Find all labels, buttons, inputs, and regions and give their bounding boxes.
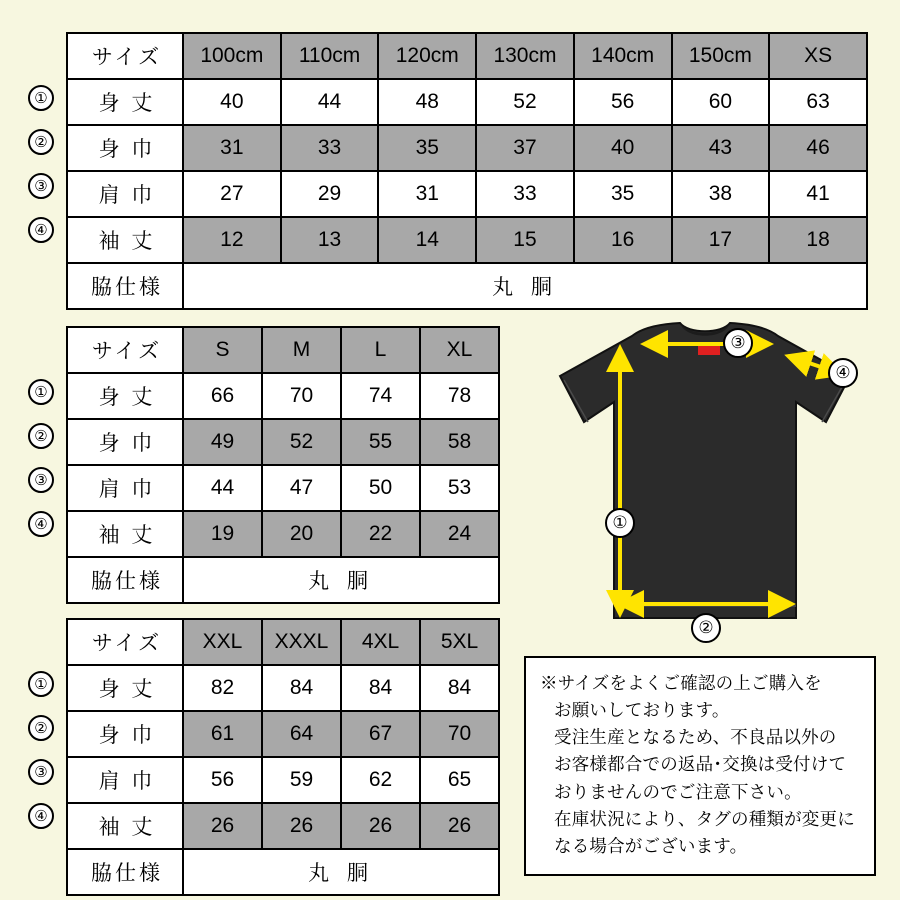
row-marker-slot	[28, 502, 54, 546]
row-label: 身 巾	[67, 711, 183, 757]
header-cell: 100cm	[183, 33, 281, 79]
table-cell: 27	[183, 171, 281, 217]
table-cell: 84	[341, 665, 420, 711]
table-cell: 56	[574, 79, 672, 125]
table-cell: 12	[183, 217, 281, 263]
header-cell: 130cm	[476, 33, 574, 79]
row-marker-slot	[28, 458, 54, 502]
row-marker-slot	[28, 750, 54, 794]
note-line: なる場合がございます。	[554, 835, 748, 856]
header-cell: サイズ	[67, 619, 183, 665]
table-cell: 52	[262, 419, 341, 465]
header-cell: XXL	[183, 619, 262, 665]
table-cell: 40	[574, 125, 672, 171]
table-row	[67, 757, 499, 803]
size-table-adult	[66, 326, 500, 604]
tshirt-body-shape	[560, 323, 850, 618]
header-cell: XS	[769, 33, 867, 79]
table-footer-row	[67, 849, 499, 895]
circle-number-4: ④	[28, 511, 54, 537]
row-label: 肩 巾	[67, 465, 183, 511]
note-line: 在庫状況により、タグの種類が変更に	[554, 808, 855, 829]
table-cell: 53	[420, 465, 499, 511]
row-marker-slot	[28, 208, 54, 252]
circle-number-4: ④	[28, 803, 54, 829]
table-cell: 26	[341, 803, 420, 849]
table-row	[67, 79, 867, 125]
footer-label: 脇仕様	[67, 849, 183, 895]
row-label: 肩 巾	[67, 171, 183, 217]
table-row	[67, 419, 499, 465]
row-label: 身 丈	[67, 373, 183, 419]
table-cell: 20	[262, 511, 341, 557]
table-cell: 37	[476, 125, 574, 171]
circle-number-1: ①	[28, 379, 54, 405]
table-cell: 44	[281, 79, 379, 125]
size-table-big	[66, 618, 500, 896]
header-cell: XXXL	[262, 619, 341, 665]
header-cell: サイズ	[67, 327, 183, 373]
footer-value: 丸 胴	[183, 557, 499, 603]
table-cell: 19	[183, 511, 262, 557]
badge-shoulder-width: ③	[723, 328, 753, 358]
table-cell: 49	[183, 419, 262, 465]
header-cell: 4XL	[341, 619, 420, 665]
table-header-row	[67, 33, 867, 79]
table-cell: 64	[262, 711, 341, 757]
header-cell: サイズ	[67, 33, 183, 79]
header-cell: L	[341, 327, 420, 373]
table-cell: 24	[420, 511, 499, 557]
table-header-row	[67, 619, 499, 665]
row-label: 肩 巾	[67, 757, 183, 803]
header-cell: 150cm	[672, 33, 770, 79]
table-cell: 35	[574, 171, 672, 217]
table-cell: 74	[341, 373, 420, 419]
header-cell: 110cm	[281, 33, 379, 79]
circle-number-1: ①	[28, 671, 54, 697]
table-footer-row	[67, 263, 867, 309]
table-cell: 50	[341, 465, 420, 511]
row-marker-slot	[28, 794, 54, 838]
row-marker-slot	[28, 164, 54, 208]
table-row	[67, 217, 867, 263]
table-cell: 33	[476, 171, 574, 217]
table-cell: 14	[378, 217, 476, 263]
table-cell: 84	[262, 665, 341, 711]
table-cell: 70	[262, 373, 341, 419]
tshirt-diagram	[520, 318, 890, 648]
table-cell: 44	[183, 465, 262, 511]
table-row	[67, 803, 499, 849]
table-row	[67, 711, 499, 757]
footer-label: 脇仕様	[67, 263, 183, 309]
table-cell: 16	[574, 217, 672, 263]
row-label: 袖 丈	[67, 217, 183, 263]
table-row	[67, 665, 499, 711]
table-cell: 38	[672, 171, 770, 217]
table-cell: 13	[281, 217, 379, 263]
row-marker-spacer	[28, 326, 54, 370]
badge-body-width: ②	[691, 613, 721, 643]
row-markers-kids	[28, 32, 54, 252]
row-markers-big	[28, 618, 54, 838]
header-cell: 140cm	[574, 33, 672, 79]
circle-number-4: ④	[28, 217, 54, 243]
row-label: 袖 丈	[67, 803, 183, 849]
table-row	[67, 171, 867, 217]
header-cell: 120cm	[378, 33, 476, 79]
table-cell: 84	[420, 665, 499, 711]
header-cell: S	[183, 327, 262, 373]
table-cell: 26	[420, 803, 499, 849]
row-marker-slot	[28, 120, 54, 164]
footer-value: 丸 胴	[183, 849, 499, 895]
table-cell: 40	[183, 79, 281, 125]
table-cell: 78	[420, 373, 499, 419]
table-header-row	[67, 327, 499, 373]
circle-number-2: ②	[28, 129, 54, 155]
table-cell: 70	[420, 711, 499, 757]
row-markers-adult	[28, 326, 54, 546]
table-cell: 35	[378, 125, 476, 171]
table-cell: 63	[769, 79, 867, 125]
table-cell: 22	[341, 511, 420, 557]
table-cell: 43	[672, 125, 770, 171]
table-cell: 46	[769, 125, 867, 171]
row-marker-spacer	[28, 32, 54, 76]
circle-number-2: ②	[28, 715, 54, 741]
table-cell: 67	[341, 711, 420, 757]
table-cell: 29	[281, 171, 379, 217]
table-cell: 26	[262, 803, 341, 849]
footer-value: 丸 胴	[183, 263, 867, 309]
header-cell: XL	[420, 327, 499, 373]
row-marker-slot	[28, 706, 54, 750]
circle-number-3: ③	[28, 467, 54, 493]
table-row	[67, 125, 867, 171]
footer-label: 脇仕様	[67, 557, 183, 603]
table-cell: 59	[262, 757, 341, 803]
circle-number-2: ②	[28, 423, 54, 449]
header-cell: 5XL	[420, 619, 499, 665]
table-cell: 41	[769, 171, 867, 217]
table-row	[67, 511, 499, 557]
table-cell: 26	[183, 803, 262, 849]
row-marker-slot	[28, 370, 54, 414]
row-marker-spacer	[28, 618, 54, 662]
row-label: 身 巾	[67, 419, 183, 465]
table-cell: 17	[672, 217, 770, 263]
table-footer-row	[67, 557, 499, 603]
table-cell: 61	[183, 711, 262, 757]
note-line: おりませんのでご注意下さい。	[554, 781, 802, 802]
row-label: 袖 丈	[67, 511, 183, 557]
table-cell: 15	[476, 217, 574, 263]
table-cell: 48	[378, 79, 476, 125]
header-cell: M	[262, 327, 341, 373]
row-label: 身 丈	[67, 665, 183, 711]
note-line: 受注生産となるため、不良品以外の	[554, 727, 837, 748]
table-cell: 18	[769, 217, 867, 263]
table-cell: 66	[183, 373, 262, 419]
table-cell: 58	[420, 419, 499, 465]
note-line: お客様都合での返品･交換は受付けて	[554, 754, 847, 775]
table-cell: 31	[183, 125, 281, 171]
row-label: 身 丈	[67, 79, 183, 125]
circle-number-3: ③	[28, 759, 54, 785]
table-cell: 52	[476, 79, 574, 125]
table-cell: 62	[341, 757, 420, 803]
note-line: お願いしております。	[554, 700, 730, 721]
badge-sleeve-length: ④	[828, 358, 858, 388]
table-cell: 65	[420, 757, 499, 803]
table-cell: 82	[183, 665, 262, 711]
purchase-note-box	[524, 656, 876, 876]
circle-number-3: ③	[28, 173, 54, 199]
table-row	[67, 373, 499, 419]
size-table-kids	[66, 32, 868, 310]
table-cell: 47	[262, 465, 341, 511]
table-cell: 56	[183, 757, 262, 803]
table-cell: 31	[378, 171, 476, 217]
badge-body-length: ①	[605, 508, 635, 538]
row-label: 身 巾	[67, 125, 183, 171]
row-marker-slot	[28, 662, 54, 706]
table-cell: 60	[672, 79, 770, 125]
note-line: ※サイズをよくご確認の上ご購入を	[540, 673, 822, 693]
table-cell: 55	[341, 419, 420, 465]
table-cell: 33	[281, 125, 379, 171]
row-marker-slot	[28, 414, 54, 458]
circle-number-1: ①	[28, 85, 54, 111]
table-row	[67, 465, 499, 511]
row-marker-slot	[28, 76, 54, 120]
